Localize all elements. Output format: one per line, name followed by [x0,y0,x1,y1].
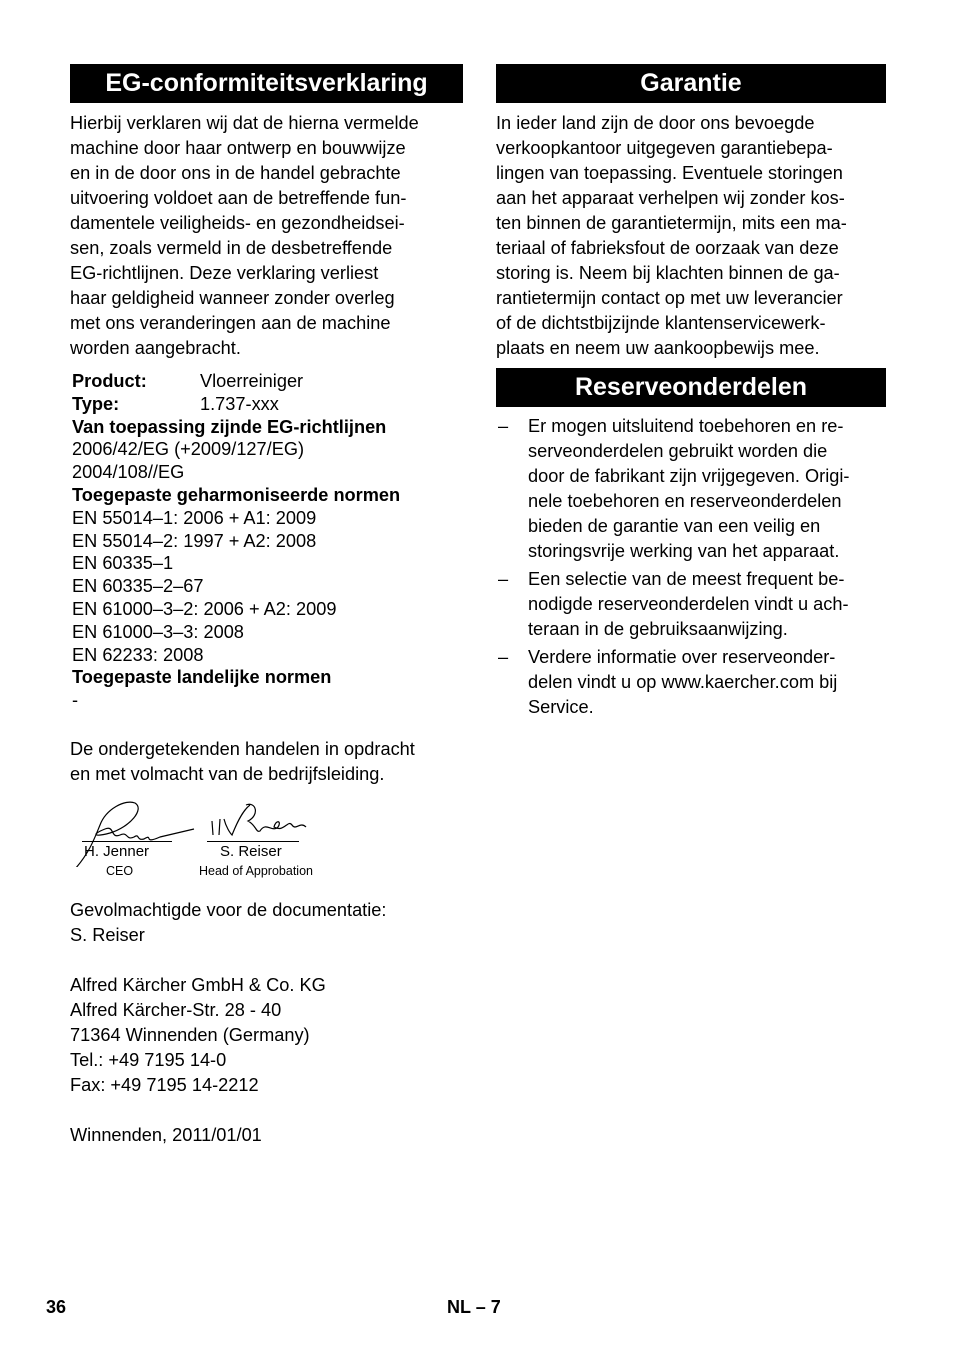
item-line: Verdere informatie over reserveonder- [528,647,836,667]
place-date: Winnenden, 2011/01/01 [70,1124,262,1145]
product-specs [70,370,463,712]
address-line: 71364 Winnenden (Germany) [70,1024,310,1045]
item-line: teraan in de gebruiksaanwijzing. [528,619,788,639]
garantie-line: teriaal of fabrieksfout de oorzaak van deze [496,238,839,258]
intro-line: sen, zoals vermeld in de desbetreffende [70,238,393,258]
garantie-line: lingen van toepassing. Eventuele storingen [496,163,843,183]
type-row [72,393,463,416]
address-line: Alfred Kärcher-Str. 28 - 40 [70,999,282,1020]
intro-line: worden aangebracht. [70,338,241,358]
list-item [496,567,886,642]
national-heading: Toegepaste landelijke normen [72,667,332,688]
mandate-line: en met volmacht van de bedrijfsleiding. [70,763,385,784]
type-label: Type: [72,393,120,414]
item-line: Een selectie van de meest frequent be- [528,569,845,589]
address-line: Fax: +49 7195 14-2212 [70,1074,259,1095]
standard-item: EN 62233: 2008 [72,644,204,665]
declaration-intro [70,111,463,361]
list-item [496,414,886,564]
intro-line: damentele veiligheids- en gezondheidsei- [70,213,405,233]
type-value: 1.737-xxx [200,393,279,414]
item-line: bieden de garantie van een veilig en [528,516,821,536]
address-line: Tel.: +49 7195 14-0 [70,1049,227,1070]
garantie-line: In ieder land zijn de door ons bevoegde [496,113,815,133]
item-line: delen vindt u op www.kaercher.com bij [528,672,838,692]
parts-heading: Reserveonderdelen [496,368,886,407]
garantie-line: of de dichtstbijzijnde klantenservicewerk- [496,313,826,333]
product-row [72,370,463,393]
footer-section [447,1297,501,1318]
intro-line: EG-richtlijnen. Deze verklaring verliest [70,263,379,283]
directive-item: 2004/108//EG [72,462,185,483]
garantie-line: aan het apparaat verhelpen wij zonder kos- [496,188,845,208]
item-line: nodigde reserveonderdelen vindt u ach- [528,594,849,614]
harmonised-heading: Toegepaste geharmoniseerde normen [72,484,401,505]
signature-line-1 [82,841,172,842]
item-line: Er mogen uitsluitend toebehoren en re- [528,416,844,436]
garantie-heading: Garantie [496,64,886,103]
item-line: serveonderdelen gebruikt worden die [528,441,828,461]
parts-list [496,414,886,720]
bullet-dash: – [498,647,509,667]
item-line: storingsvrije werking van het apparaat. [528,541,840,561]
documentation-contact [70,898,463,948]
item-line: door de fabrikant zijn vrijgegeven. Origi- [528,466,850,486]
product-label: Product: [72,371,147,391]
standard-item: EN 61000–3–3: 2008 [72,621,244,642]
intro-line: haar geldigheid wanneer zonder overleg [70,288,395,308]
item-line: Service. [528,697,594,717]
company-address [70,973,463,1098]
standard-item: EN 55014–1: 2006 + A1: 2009 [72,507,317,528]
mandate-line: De ondergetekenden handelen in opdracht [70,738,415,759]
signer1-role: CEO [106,863,134,878]
mandate-text [70,737,463,787]
bullet-dash: – [498,569,509,589]
directive-item: 2006/42/EG (+2009/127/EG) [72,439,305,460]
signer2-role: Head of Approbation [199,863,313,878]
signature-block [70,797,463,887]
signature-line-2 [207,841,299,842]
right-column [496,64,886,723]
bullet-dash: – [498,416,509,436]
garantie-line: ten binnen de garantietermijn, mits een ma- [496,213,847,233]
intro-line: met ons veranderingen aan de machine [70,313,391,333]
standard-item: EN 55014–2: 1997 + A2: 2008 [72,530,317,551]
item-line: nele toebehoren en reserveonderdelen [528,491,842,511]
left-column [70,64,463,1148]
standard-item: EN 60335–1 [72,553,174,574]
doc-line: S. Reiser [70,924,145,945]
intro-line: Hierbij verklaren wij dat de hierna vermelde [70,113,419,133]
garantie-text [496,111,886,361]
signature-reiser [212,804,306,835]
address-line: Alfred Kärcher GmbH & Co. KG [70,974,326,995]
declaration-heading: EG-conformiteitsverklaring [70,64,463,103]
standard-item: EN 60335–2–67 [72,576,204,597]
garantie-line: verkoopkantoor uitgegeven garantiebepa- [496,138,833,158]
garantie-line: plaats en neem uw aankoopbewijs mee. [496,338,820,358]
list-item [496,645,886,720]
signer1-name: H. Jenner [84,842,150,860]
signer2-name: S. Reiser [220,842,282,860]
intro-line: machine door haar ontwerp en bouwwijze [70,138,406,158]
footer-section-page: – 7 [475,1297,501,1317]
product-value: Vloerreiniger [200,371,304,391]
intro-line: en in de door ons in de handel gebrachte [70,163,401,183]
garantie-line: rantietermijn contact op met uw leverancier [496,288,843,308]
intro-line: uitvoering voldoet aan de betreffende fun- [70,188,407,208]
page-number: 36 [46,1297,67,1317]
garantie-line: storing is. Neem bij klachten binnen de ga- [496,263,840,283]
standard-item: EN 61000–3–2: 2006 + A2: 2009 [72,598,337,619]
directives-heading: Van toepassing zijnde EG-richtlijnen [72,416,387,437]
national-value: - [72,690,79,711]
doc-line: Gevolmachtigde voor de documentatie: [70,899,387,920]
footer-language: NL [447,1297,471,1317]
